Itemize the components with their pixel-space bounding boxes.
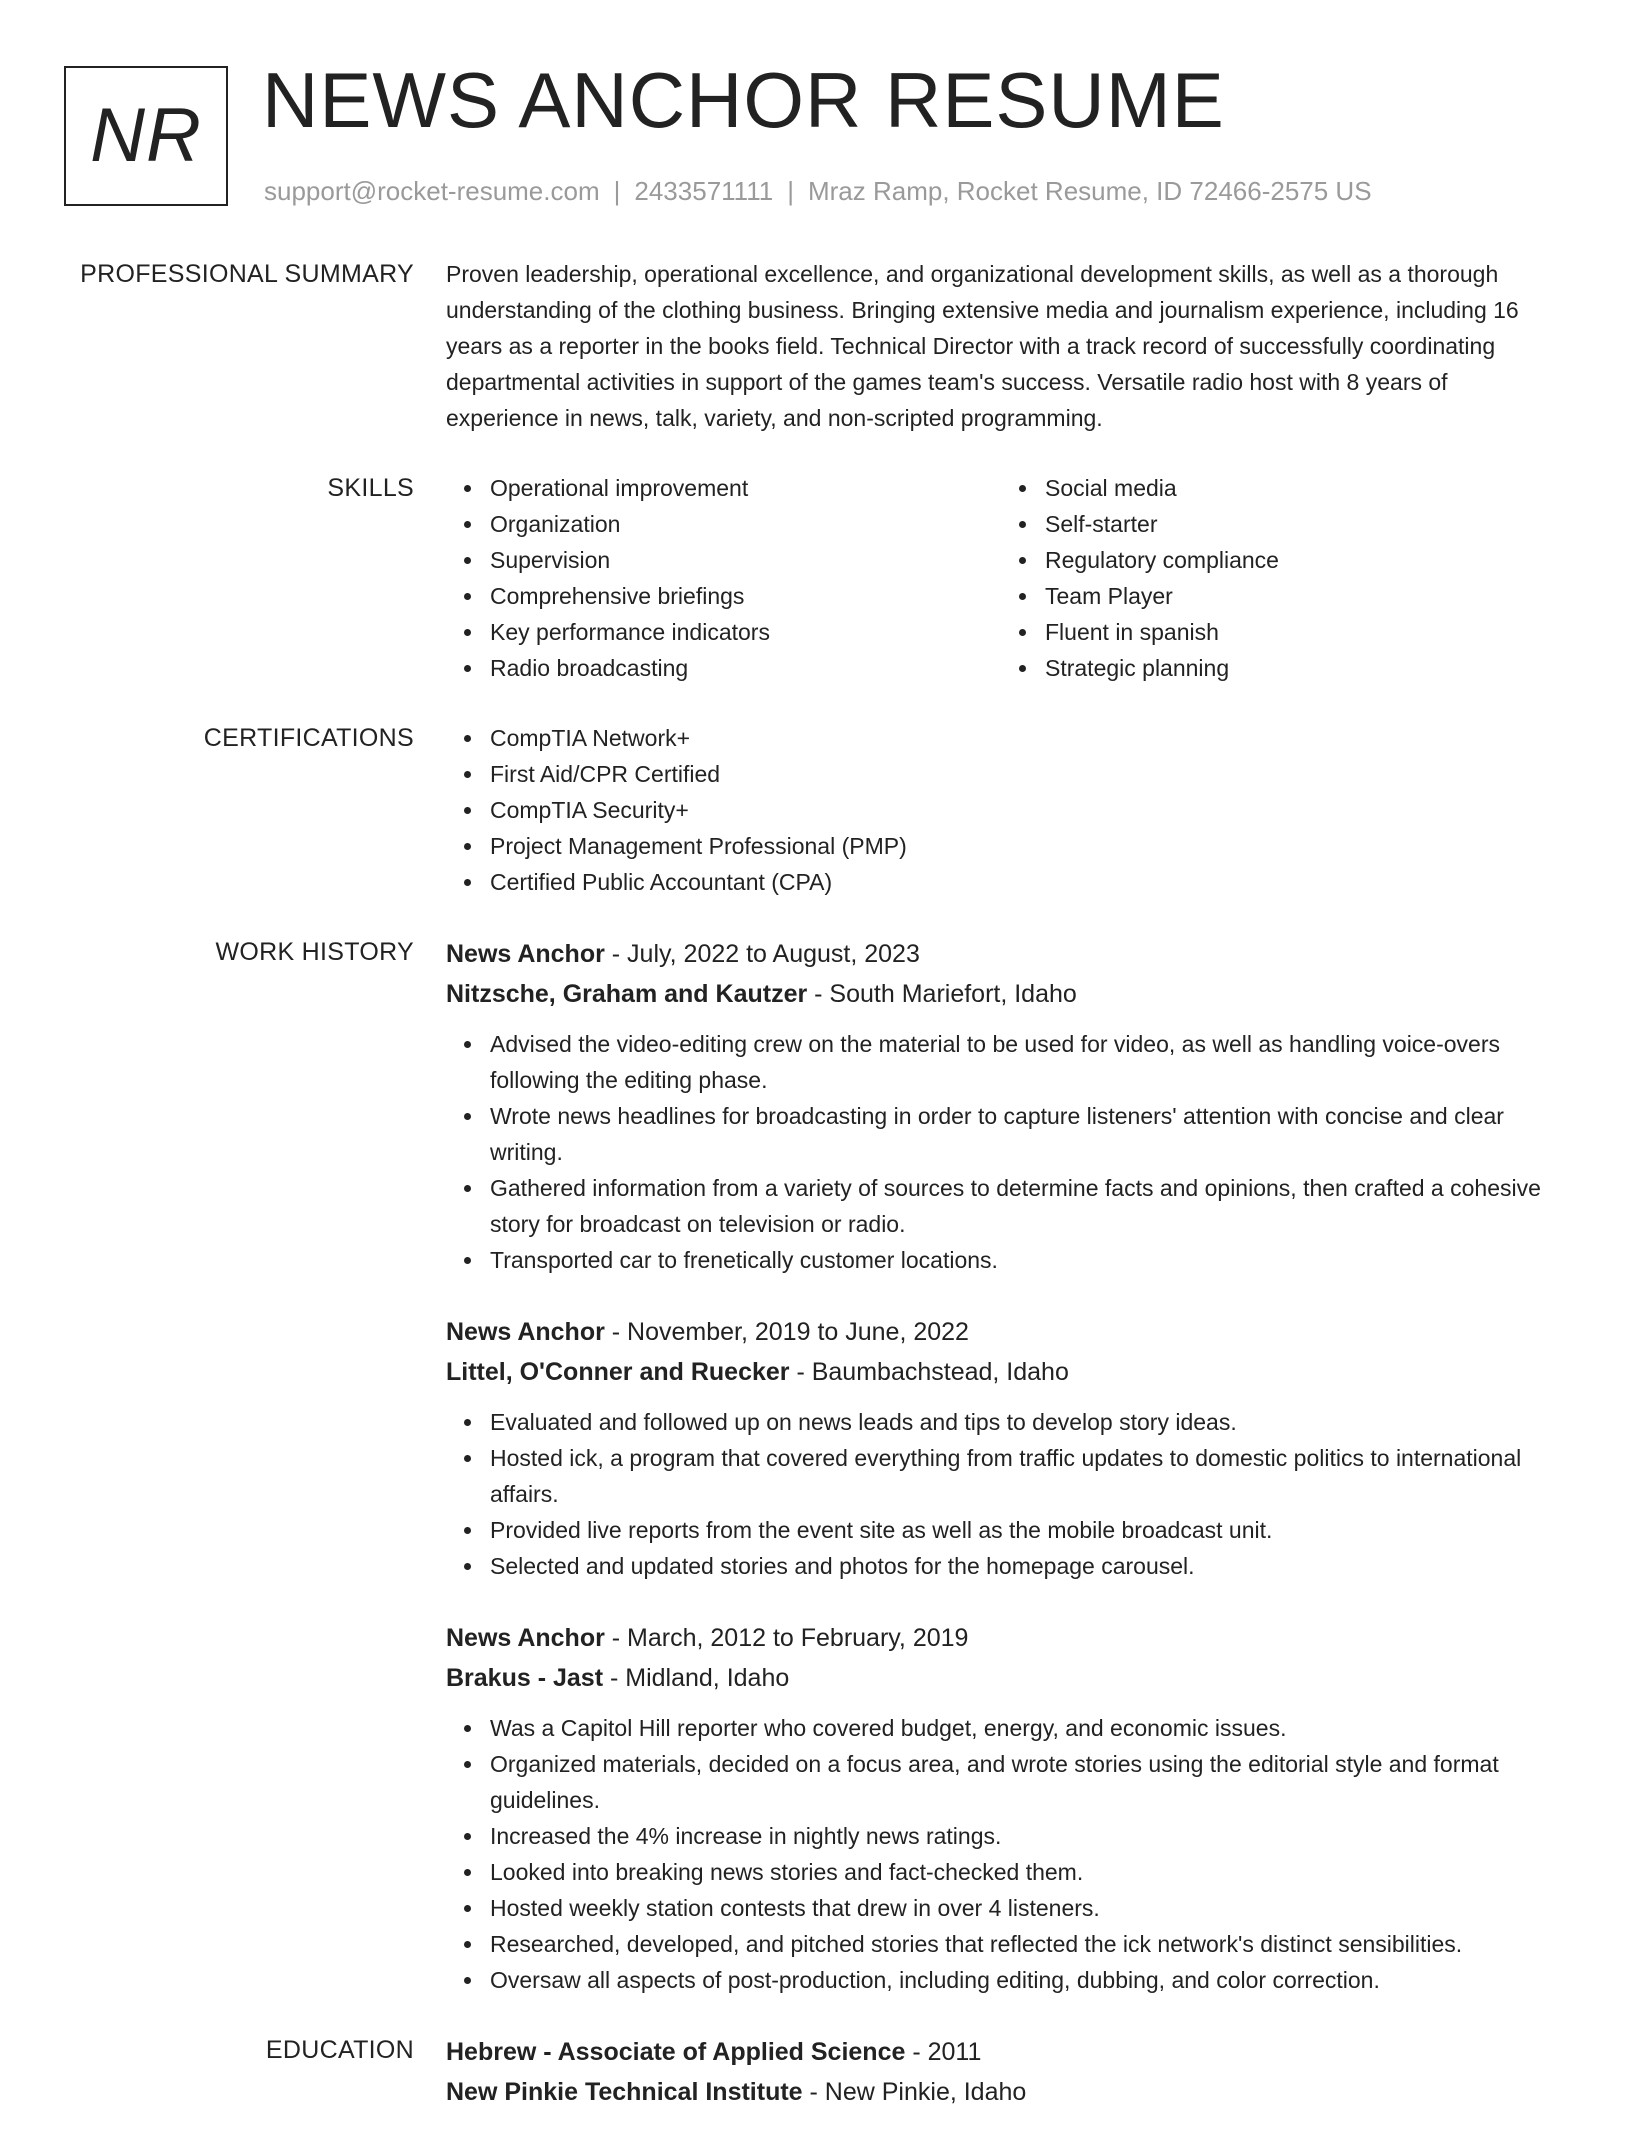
certifications-body (446, 720, 1556, 900)
skill-item: Social media (1045, 470, 1556, 506)
job-bullet: Looked into breaking news stories and fact-checked them. (490, 1854, 1556, 1890)
job-bullet: Increased the 4% increase in nightly news ratings. (490, 1818, 1556, 1854)
contact-separator: | (613, 176, 621, 206)
section-label-summary: PROFESSIONAL SUMMARY (80, 260, 414, 288)
job-dates: - July, 2022 to August, 2023 (604, 940, 920, 968)
job-title-line (446, 934, 1556, 974)
job-bullet: Evaluated and followed up on news leads and tips to develop story ideas. (490, 1404, 1556, 1440)
contact-separator: | (787, 176, 794, 206)
job-bullets (446, 1710, 1556, 1998)
job-company: Brakus - Jast (446, 1664, 604, 1692)
job-title: News Anchor (446, 1624, 605, 1652)
summary-body (446, 256, 1556, 436)
skill-item: Team Player (1045, 578, 1556, 614)
resume-sections (0, 256, 1632, 2146)
skills-body (446, 470, 1556, 686)
job-entry (446, 934, 1556, 1278)
job-bullet: Gathered information from a variety of sources to determine facts and opinions, then crafted a cohesive story for broadcast on television or radio. (490, 1170, 1556, 1242)
job-bullet: Oversaw all aspects of post-production, including editing, dubbing, and color correction. (490, 1962, 1556, 1998)
contact-phone[interactable]: 2433571111 (634, 176, 774, 206)
job-bullet: Provided live reports from the event site as well as the mobile broadcast unit. (490, 1512, 1556, 1548)
skill-item: Strategic planning (1045, 650, 1556, 686)
monogram-initials: NR (90, 93, 202, 178)
section-label-work-history: WORK HISTORY (215, 938, 414, 966)
certification-item: CompTIA Network+ (490, 720, 1556, 756)
resume-title: NEWS ANCHOR RESUME (262, 56, 1225, 144)
job-location: - Baumbachstead, Idaho (789, 1358, 1069, 1386)
job-bullets (446, 1026, 1556, 1278)
skill-item: Organization (490, 506, 1001, 542)
job-bullet: Selected and updated stories and photos for the homepage carousel. (490, 1548, 1556, 1584)
section-label-certifications: CERTIFICATIONS (203, 724, 414, 752)
section-certifications (0, 720, 1632, 900)
education-degree-line (446, 2032, 1556, 2072)
work-history-body (446, 934, 1556, 1998)
contact-line (264, 176, 1372, 207)
certification-item: First Aid/CPR Certified (490, 756, 1556, 792)
skill-item: Comprehensive briefings (490, 578, 1001, 614)
job-company-line (446, 1658, 1556, 1698)
job-bullet: Transported car to frenetically customer locations. (490, 1242, 1556, 1278)
education-body (446, 2032, 1556, 2112)
skills-grid (446, 470, 1556, 686)
section-summary (0, 256, 1632, 436)
job-bullet: Wrote news headlines for broadcasting in order to capture listeners' attention with concise and clear writing. (490, 1098, 1556, 1170)
certification-item: Certified Public Accountant (CPA) (490, 864, 1556, 900)
monogram-box (64, 66, 228, 206)
skills-list-left (446, 470, 1001, 686)
job-location: - Midland, Idaho (603, 1664, 790, 1692)
skill-item: Self-starter (1045, 506, 1556, 542)
job-title: News Anchor (446, 1318, 605, 1346)
job-bullet: Researched, developed, and pitched stories that reflected the ick network's distinct sensibilities. (490, 1926, 1556, 1962)
education-year: - 2011 (905, 2038, 982, 2066)
job-company-line (446, 1352, 1556, 1392)
section-skills (0, 470, 1632, 686)
contact-email[interactable]: support@rocket-resume.com (264, 176, 600, 206)
job-entry (446, 1312, 1556, 1584)
education-location: - New Pinkie, Idaho (802, 2078, 1027, 2106)
job-dates: - March, 2012 to February, 2019 (604, 1624, 969, 1652)
job-bullet: Was a Capitol Hill reporter who covered budget, energy, and economic issues. (490, 1710, 1556, 1746)
certification-item: CompTIA Security+ (490, 792, 1556, 828)
skill-item: Fluent in spanish (1045, 614, 1556, 650)
certification-item: Project Management Professional (PMP) (490, 828, 1556, 864)
skill-item: Regulatory compliance (1045, 542, 1556, 578)
section-education (0, 2032, 1632, 2112)
skill-item: Operational improvement (490, 470, 1001, 506)
job-dates: - November, 2019 to June, 2022 (604, 1318, 969, 1346)
skill-item: Supervision (490, 542, 1001, 578)
job-location: - South Mariefort, Idaho (807, 980, 1077, 1008)
job-company-line (446, 974, 1556, 1014)
education-school: New Pinkie Technical Institute (446, 2078, 803, 2106)
job-bullets (446, 1404, 1556, 1584)
job-bullet: Hosted weekly station contests that drew in over 4 listeners. (490, 1890, 1556, 1926)
job-title-line (446, 1618, 1556, 1658)
job-title: News Anchor (446, 940, 605, 968)
skill-item: Key performance indicators (490, 614, 1001, 650)
skill-item: Radio broadcasting (490, 650, 1001, 686)
section-work-history (0, 934, 1632, 1998)
skills-list-right (1001, 470, 1556, 686)
job-company: Nitzsche, Graham and Kautzer (446, 980, 808, 1008)
summary-text: Proven leadership, operational excellence, and organizational development skills, as well as a thorough understanding of the clothing business. Bringing extensive media and journalism experience, including 16 years as a reporter in the books field. Technical Director with a track record of successfully coordinating departmental activities in support of the games team's success. Versatile radio host with 8 years of experience in news, talk, variety, and non-scripted programming. (446, 261, 1519, 431)
job-title-line (446, 1312, 1556, 1352)
section-label-skills: SKILLS (327, 474, 414, 502)
job-company: Littel, O'Conner and Ruecker (446, 1358, 790, 1386)
job-bullet: Advised the video-editing crew on the material to be used for video, as well as handling voice-overs following the editing phase. (490, 1026, 1556, 1098)
education-school-line (446, 2072, 1556, 2112)
education-degree: Hebrew - Associate of Applied Science (446, 2038, 906, 2066)
contact-address: Mraz Ramp, Rocket Resume, ID 72466-2575 US (807, 176, 1372, 206)
job-bullet: Organized materials, decided on a focus area, and wrote stories using the editorial style and format guidelines. (490, 1746, 1556, 1818)
job-entry (446, 1618, 1556, 1998)
certifications-list (446, 720, 1556, 900)
job-bullet: Hosted ick, a program that covered everything from traffic updates to domestic politics to international affairs. (490, 1440, 1556, 1512)
section-label-education: EDUCATION (265, 2036, 414, 2064)
